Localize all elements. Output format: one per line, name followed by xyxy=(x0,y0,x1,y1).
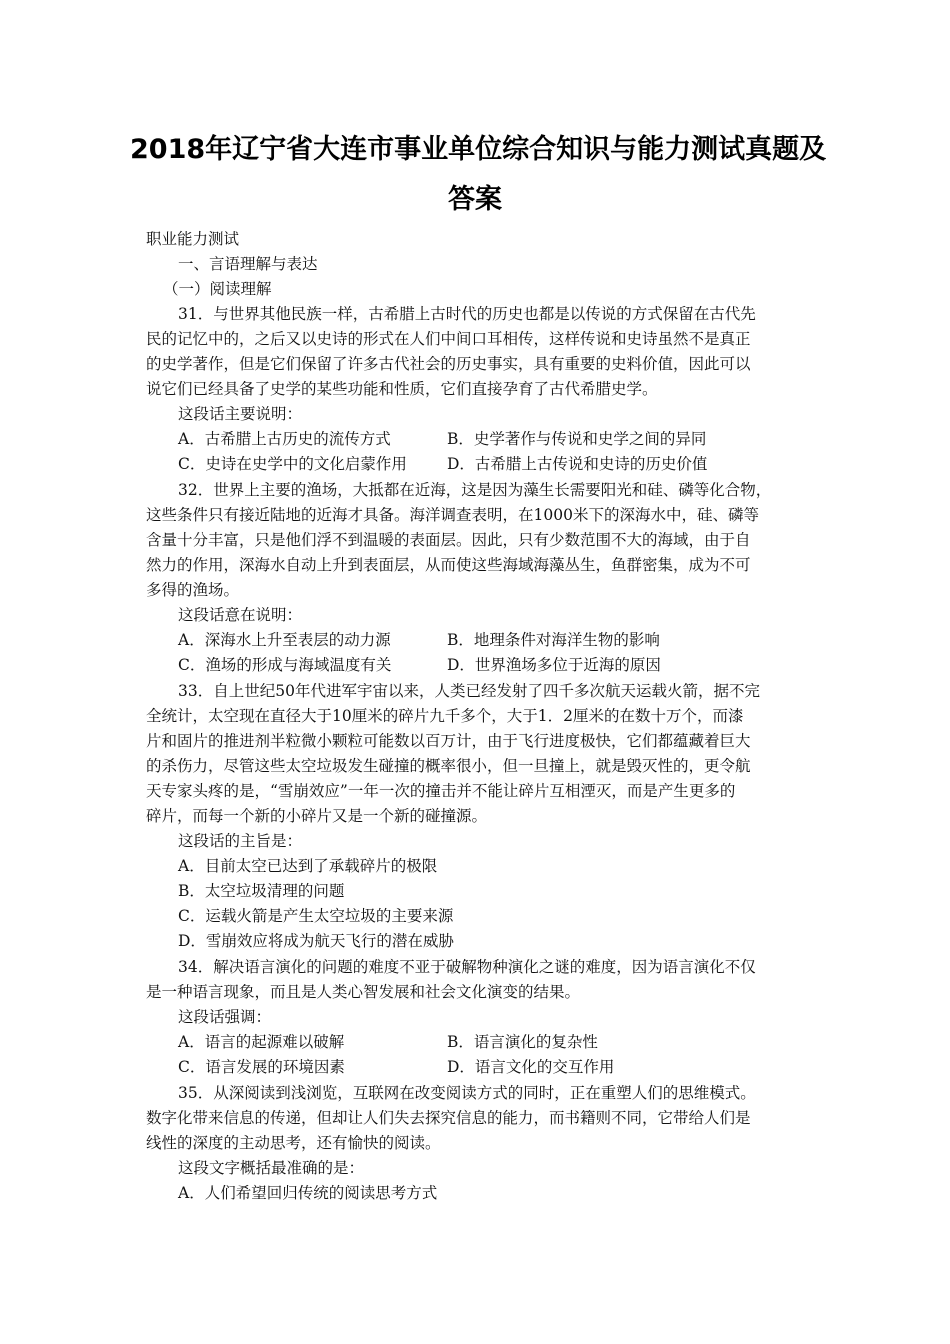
question-34-option-d: D．语言文化的交互作用 xyxy=(447,1058,615,1076)
question-31-text: 的史学著作，但是它们保留了许多古代社会的历史事实，具有重要的史料价值，因此可以 xyxy=(146,355,751,373)
question-32-text: 这些条件只有接近陆地的近海才具备。海洋调查表明，在1000米下的深海水中，硅、磷等 xyxy=(146,506,759,524)
question-33-option-b: B．太空垃圾清理的问题 xyxy=(178,882,345,900)
question-31-text: 说它们已经具备了史学的某些功能和性质，它们直接孕育了古代希腊史学。 xyxy=(146,380,658,398)
question-31-option-b: B．史学著作与传说和史学之间的异同 xyxy=(447,430,707,448)
question-33-text: 33．自上世纪50年代进军宇宙以来，人类已经发射了四千多次航天运载火箭，据不完 xyxy=(178,682,760,700)
question-33-option-a: A．目前太空已达到了承载碎片的极限 xyxy=(178,857,438,875)
question-33-text: 的杀伤力，尽管这些太空垃圾发生碰撞的概率很小，但一旦撞上，就是毁灭性的，更令航 xyxy=(146,757,751,775)
document-title-line-2: 答案 xyxy=(448,184,502,215)
question-31-option-a: A．古希腊上古历史的流传方式 xyxy=(178,430,391,448)
section-heading: 职业能力测试 xyxy=(146,230,240,248)
question-34-option-a: A．语言的起源难以破解 xyxy=(178,1033,345,1051)
question-35-text: 数字化带来信息的传递，但却让人们失去探究信息的能力，而书籍则不同，它带给人们是 xyxy=(146,1109,751,1127)
question-31-stem: 这段话主要说明： xyxy=(178,405,303,423)
question-34-option-c: C．语言发展的环境因素 xyxy=(178,1058,345,1076)
document-title-line-1: 2018年辽宁省大连市事业单位综合知识与能力测试真题及 xyxy=(130,134,827,165)
question-33-text: 片和固片的推进剂半粒微小颗粒可能数以百万计，由于飞行进度极快，它们都蕴藏着巨大 xyxy=(146,732,751,750)
question-33-option-c: C．运载火箭是产生太空垃圾的主要来源 xyxy=(178,907,454,925)
question-32-option-c: C．渔场的形成与海域温度有关 xyxy=(178,656,392,674)
question-35-stem: 这段文字概括最准确的是： xyxy=(178,1159,365,1177)
question-32-text: 含量十分丰富，只是他们浮不到温暖的表面层。因此，只有少数范围不大的海域，由于自 xyxy=(146,531,751,549)
question-31-option-c: C．史诗在史学中的文化启蒙作用 xyxy=(178,455,407,473)
question-32-text: 多得的渔场。 xyxy=(146,581,240,599)
question-34-stem: 这段话强调： xyxy=(178,1008,272,1026)
question-32-option-b: B．地理条件对海洋生物的影响 xyxy=(447,631,660,649)
subpart-heading: （一）阅读理解 xyxy=(163,280,272,298)
question-34-text: 是一种语言现象，而且是人类心智发展和社会文化演变的结果。 xyxy=(146,983,581,1001)
question-35-text: 线性的深度的主动思考，还有愉快的阅读。 xyxy=(146,1134,441,1152)
question-35-option-a: A．人们希望回归传统的阅读思考方式 xyxy=(178,1184,438,1202)
question-35-text: 35．从深阅读到浅浏览，互联网在改变阅读方式的同时，正在重塑人们的思维模式。 xyxy=(178,1084,756,1102)
question-33-text: 天专家头疼的是，“雪崩效应”一年一次的撞击并不能让碎片互相湮灭，而是产生更多的 xyxy=(146,782,736,800)
part-heading: 一、言语理解与表达 xyxy=(178,255,318,273)
question-34-text: 34．解决语言演化的问题的难度不亚于破解物种演化之谜的难度，因为语言演化不仅 xyxy=(178,958,756,976)
question-31-text: 民的记忆中的，之后又以史诗的形式在人们中间口耳相传，这样传说和史诗虽然不是真正 xyxy=(146,330,751,348)
question-33-text: 碎片，而每一个新的小碎片又是一个新的碰撞源。 xyxy=(146,807,488,825)
question-31-option-d: D．古希腊上古传说和史诗的历史价值 xyxy=(447,455,708,473)
question-32-text: 32．世界上主要的渔场，大抵都在近海，这是因为藻生长需要阳光和硅、磷等化合物， xyxy=(178,481,772,499)
question-33-option-d: D．雪崩效应将成为航天飞行的潜在威胁 xyxy=(178,932,454,950)
question-32-stem: 这段话意在说明： xyxy=(178,606,303,624)
question-33-text: 全统计，太空现在直径大于10厘米的碎片九千多个，大于1．2厘米的在数十万个，而漆 xyxy=(146,707,744,725)
question-31-text: 31．与世界其他民族一样，古希腊上古时代的历史也都是以传说的方式保留在古代先 xyxy=(178,305,756,323)
question-32-text: 然力的作用，深海水自动上升到表面层，从而使这些海域海藻丛生，鱼群密集，成为不可 xyxy=(146,556,751,574)
question-32-option-a: A．深海水上升至表层的动力源 xyxy=(178,631,391,649)
question-34-option-b: B．语言演化的复杂性 xyxy=(447,1033,598,1051)
question-32-option-d: D．世界渔场多位于近海的原因 xyxy=(447,656,661,674)
question-33-stem: 这段话的主旨是： xyxy=(178,832,303,850)
